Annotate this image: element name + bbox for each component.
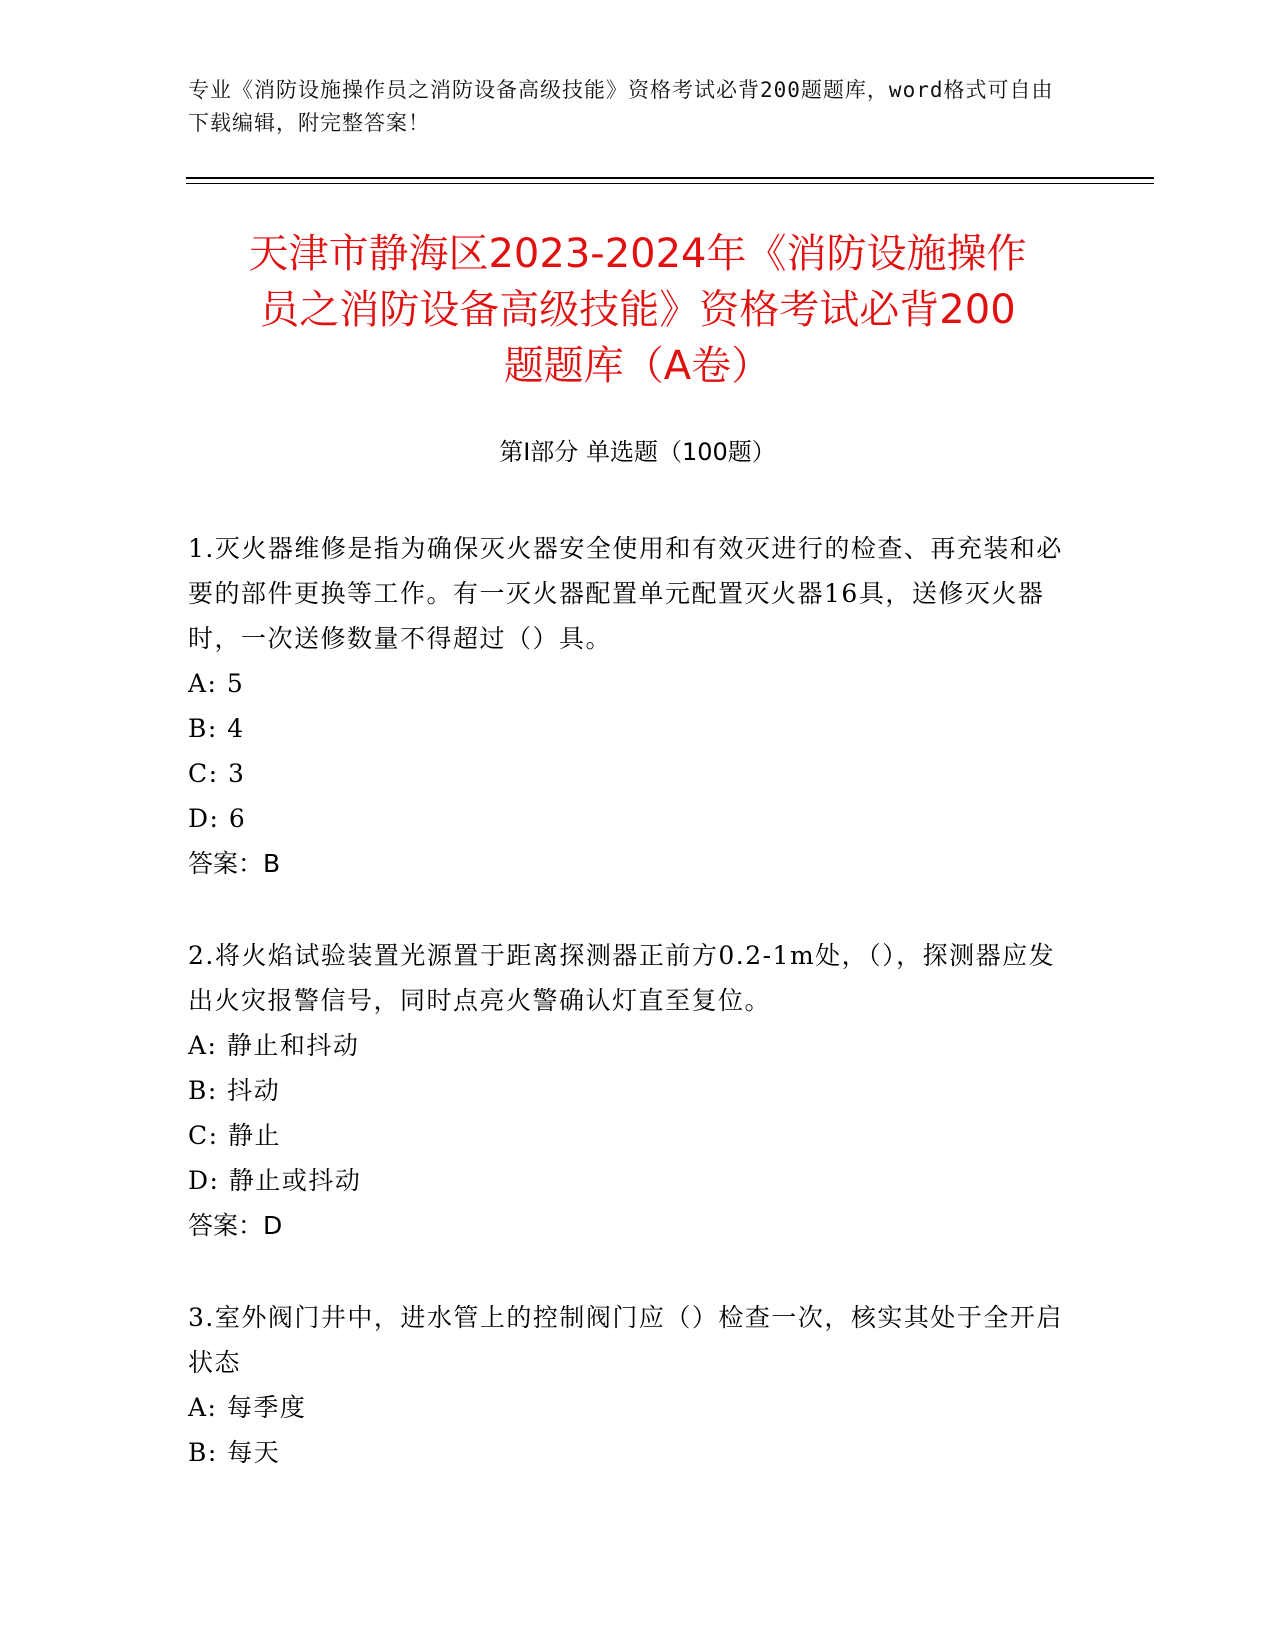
option-b: B: 抖动 [188, 1076, 281, 1105]
answer: 答案：D [188, 1211, 283, 1240]
option-b: B: 4 [188, 714, 245, 743]
header-divider-thin [186, 183, 1154, 184]
option-d: D: 静止或抖动 [188, 1166, 362, 1195]
title-line-1: 天津市静海区2023-2024年《消防设施操作 [248, 231, 1027, 277]
option-a: A: 静止和抖动 [188, 1031, 360, 1060]
header-divider-thick [186, 177, 1154, 179]
question-stem: 1.灭火器维修是指为确保灭火器安全使用和有效灭进行的检查、再充装和必要的部件更换等工作。有一灭火器配置单元配置灭火器16具，送修灭火器时，一次送修数量不得超过（）具。 [188, 534, 1063, 653]
document-title [150, 226, 1125, 394]
title-line-2: 员之消防设备高级技能》资格考试必背200 [259, 287, 1016, 333]
option-a: A: 5 [188, 669, 245, 698]
option-a: A: 每季度 [188, 1393, 307, 1422]
option-c: C: 3 [188, 759, 246, 788]
question-stem: 2.将火焰试验装置光源置于距离探测器正前方0.2-1m处，（），探测器应发出火灾报警信号，同时点亮火警确认灯直至复位。 [188, 941, 1056, 1015]
answer: 答案：B [188, 849, 281, 878]
question-block [188, 1295, 1068, 1475]
option-d: D: 6 [188, 804, 247, 833]
question-block [188, 933, 1068, 1248]
question-block [188, 526, 1068, 886]
title-line-3: 题题库（A卷） [503, 343, 772, 389]
option-b: B: 每天 [188, 1438, 281, 1467]
option-c: C: 静止 [188, 1121, 281, 1150]
section-title: 第Ⅰ部分 单选题（100题） [499, 438, 776, 466]
header-note: 专业《消防设施操作员之消防设备高级技能》资格考试必背200题题库，word格式可自由下载编辑，附完整答案！ [188, 78, 1054, 135]
question-stem: 3.室外阀门井中，进水管上的控制阀门应（）检查一次，核实其处于全开启状态 [188, 1303, 1063, 1377]
